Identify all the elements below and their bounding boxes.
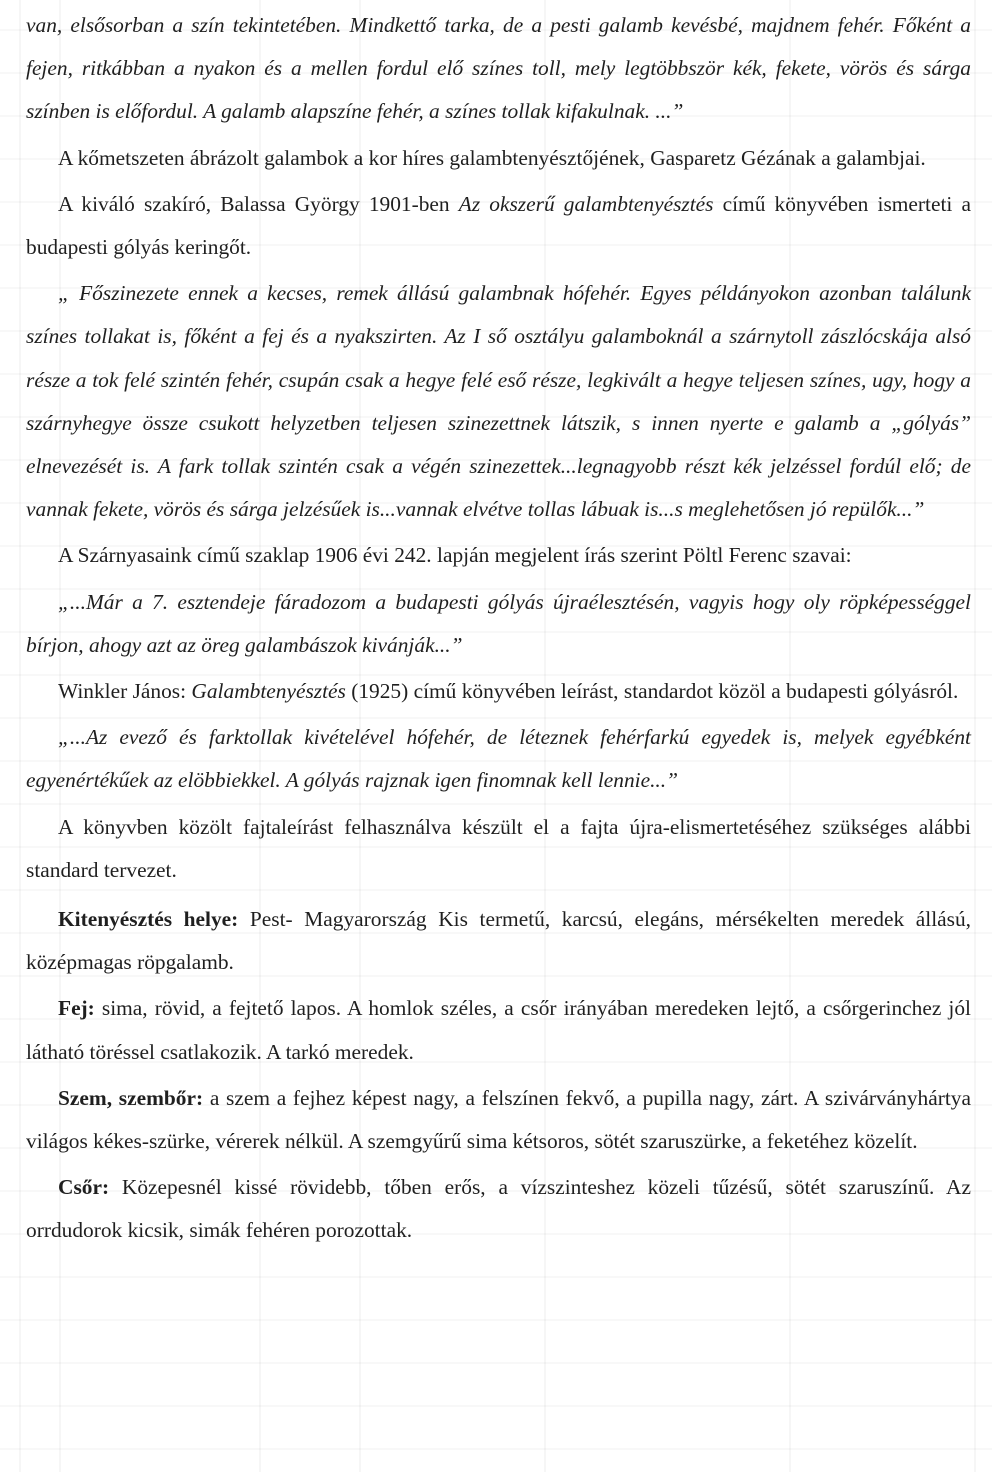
balassa-text-after: című könyvében ismerteti a budapesti gólyás keringőt. xyxy=(26,191,971,260)
origin-section xyxy=(26,898,971,984)
beak-text: Közepesnél kissé rövidebb, tőben erős, a vízszinteshez közeli tűzésű, sötét szaruszínű. Az orrdudorok kicsik, simák fehéren porozottak. xyxy=(26,1175,971,1243)
winkler-book-title: Galambtenyésztés xyxy=(191,679,346,704)
winkler-text-before: Winkler János: xyxy=(58,679,192,704)
winkler-text-after: (1925) című könyvében leírást, standardot közöl a budapesti gólyásról. xyxy=(345,679,959,704)
balassa-text-before: A kiváló szakíró, Balassa György 1901-ben xyxy=(58,191,459,216)
head-text: sima, rövid, a fejtető lapos. A homlok széles, a csőr irányában meredeken lejtő, a csőrgerinchez jól látható töréssel csatlakozik. A tarkó meredek. xyxy=(26,996,971,1064)
balassa-book-title: Az okszerű galambtenyésztés xyxy=(458,191,714,216)
szarnyasaink-paragraph: A Szárnyasaink című szaklap 1906 évi 242. lapján megjelent írás szerint Pöltl Ferenc szavai: xyxy=(58,543,852,568)
winkler-paragraph xyxy=(26,670,971,713)
balassa-quote: „ Főszinezete ennek a kecses, remek állású galambnak hófehér. Egyes példányokon azonban találunk színes tollakat is, főként a fej és a nyakszirten. Az I ső osztályu galamboknál a szárnytoll zászlócskája alsó része a tok felé szintén fehér, csupán csak a hegye felé eső része, legkivált a hegye teljesen színes, ugy, hogy a szárnyhegye össze csukott helyzetben teljesen szinezettnek látszik, s innen nyerte e galamb a „gólyás” elnevezését is. A fark tollak szintén csak a végén szinezettek...legnagyobb részt kék jelzéssel fordúl elő; de vannak fekete, vörös és sárga jelzésűek is...vannak elvétve tollas lábuak is...s meglehetősen jó repülők...” xyxy=(26,281,971,522)
beak-term: Csőr: xyxy=(58,1175,110,1200)
origin-text: Pest- Magyarország Kis termetű, karcsú, elegáns, mérsékelten meredek állású, középmagas röpgalamb. xyxy=(26,907,972,975)
head-section xyxy=(26,987,971,1073)
lithograph-paragraph: A kőmetszeten ábrázolt galambok a kor híres galambtenyésztőjének, Gasparetz Gézának a galambjai. xyxy=(58,145,926,170)
eye-section xyxy=(26,1077,971,1163)
eye-term: Szem, szembőr: xyxy=(58,1085,204,1110)
standard-intro-paragraph: A könyvben közölt fajtaleírást felhasználva készült el a fajta újra-elismertetéséhez szükséges alábbi standard tervezet. xyxy=(26,814,971,882)
document-page xyxy=(26,4,971,1253)
beak-section xyxy=(26,1166,971,1252)
origin-term: Kitenyésztés helye: xyxy=(58,907,239,932)
eye-text: a szem a fejhez képest nagy, a felszínen fekvő, a pupilla nagy, zárt. A szivárványhártya világos kékes-szürke, vérerek nélkül. A szemgyűrű sima kétsoros, sötét szaruszürke, a feketéhez közelít. xyxy=(26,1085,971,1154)
balassa-paragraph xyxy=(26,183,971,269)
head-term: Fej: xyxy=(58,996,95,1021)
quote-continuation-paragraph: van, elsősorban a szín tekintetében. Mindkettő tarka, de a pesti galamb kevésbé, majdnem fehér. Főként a fejen, ritkábban a nyakon és a mellen fordul elő színes toll, mely legtöbbször kék, fekete, vörös és sárga színben is előfordul. A galamb alapszíne fehér, a színes tollak kifakulnak. ...” xyxy=(26,13,971,124)
winkler-quote: „...Az evező és farktollak kivételével hófehér, de léteznek fehérfarkú egyedek is, melyek egyébként egyenértékűek az elöbbiekkel. A gólyás rajznak igen finomnak kell lennie...” xyxy=(26,725,971,793)
poltl-quote: „...Már a 7. esztendeje fáradozom a budapesti gólyás újraélesztésén, vagyis hogy oly röpképességgel bírjon, ahogy azt az öreg galambászok kivánják...” xyxy=(26,589,971,657)
